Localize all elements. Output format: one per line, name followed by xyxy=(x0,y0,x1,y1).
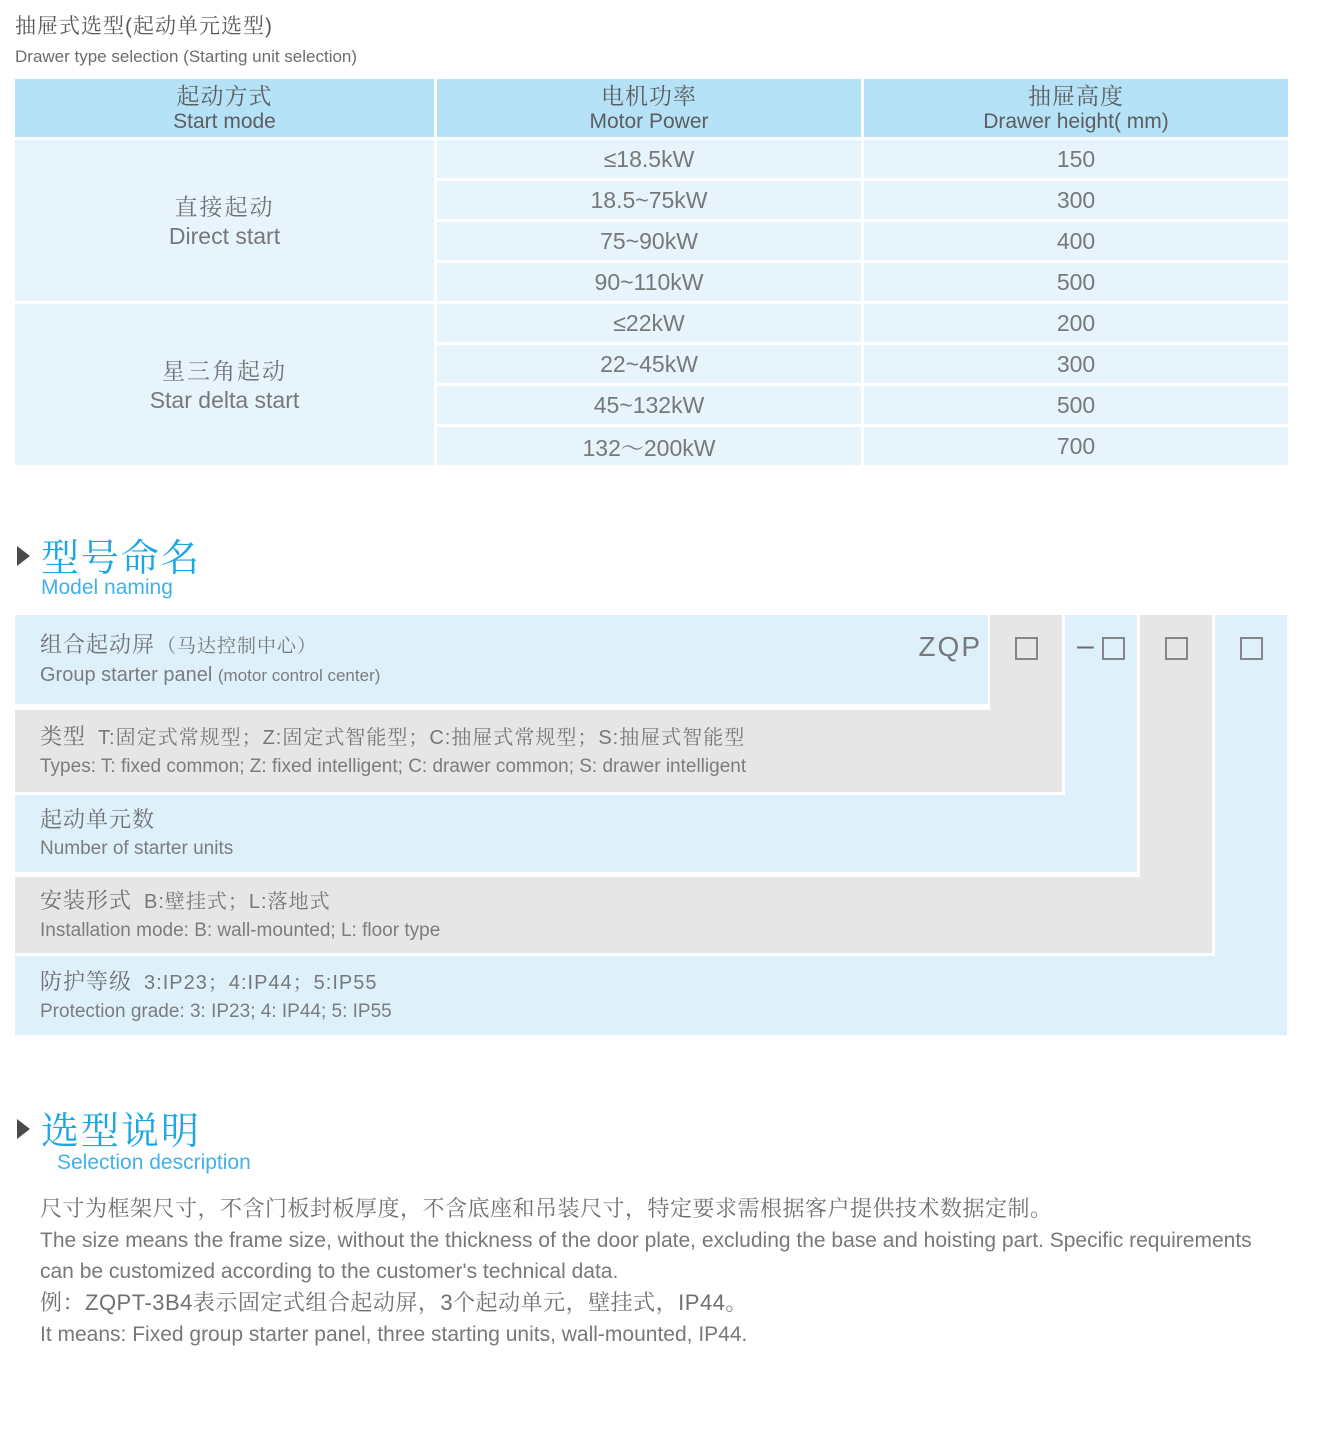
height-value: 200 xyxy=(1056,309,1096,336)
table-cell-power xyxy=(437,345,861,383)
row-text-zh xyxy=(40,967,1287,998)
table-cell-power xyxy=(437,222,861,260)
power-value: 22~45kW xyxy=(600,350,698,377)
diagram-column-installation-code xyxy=(1140,615,1212,953)
header-en: Drawer height( mm) xyxy=(983,110,1169,133)
table-cell-power xyxy=(437,386,861,424)
diagram-column-protection-code xyxy=(1215,615,1287,1035)
code-box-icon xyxy=(1015,637,1038,660)
code-box-icon xyxy=(1165,637,1188,660)
description-paragraph: 例：ZQPT-3B4表示固定式组合起动屏，3个起动单元，壁挂式，IP44。 xyxy=(40,1290,748,1315)
description-paragraph: The size means the frame size, without the thickness of the door plate, excluding the base and hoisting part. Specific requirements can be customized according to the customer's technical data. xyxy=(40,1229,1252,1283)
table-cell-height xyxy=(864,140,1288,178)
row-text-en: Number of starter units xyxy=(40,838,234,859)
power-value: ≤18.5kW xyxy=(603,145,695,172)
table-cell-height xyxy=(864,222,1288,260)
row-text-zh xyxy=(40,722,1062,753)
height-value: 700 xyxy=(1056,432,1096,459)
table-cell-power xyxy=(437,427,861,465)
diagram-row-types xyxy=(15,710,1062,792)
drawer-selection-table xyxy=(15,79,1288,465)
page-title-en: Drawer type selection (Starting unit selection) xyxy=(15,47,358,66)
row-text-en: Installation mode: B: wall-mounted; L: floor type xyxy=(40,920,441,941)
model-naming-subheading: Model naming xyxy=(41,576,173,599)
table-cell-height xyxy=(864,304,1288,342)
row-text-zh xyxy=(40,805,1137,835)
diagram-row-starter-units xyxy=(15,795,1137,872)
height-value: 400 xyxy=(1056,227,1096,254)
table-cell-height xyxy=(864,427,1288,465)
code-slot xyxy=(1077,629,1125,662)
dash-separator: – xyxy=(1077,629,1094,662)
power-value: 132～200kW xyxy=(582,434,716,461)
selection-description-body xyxy=(40,1193,1288,1350)
height-value: 300 xyxy=(1056,350,1096,377)
selection-description-heading xyxy=(17,1100,201,1155)
mode-label-en: Star delta start xyxy=(149,387,300,413)
mode-cell-star-delta xyxy=(15,304,434,465)
code-box-icon xyxy=(1240,637,1263,660)
section-title-zh: 选型说明 xyxy=(41,1111,202,1153)
row-label-zh: 安装形式 xyxy=(40,888,133,913)
section-title-zh: 型号命名 xyxy=(41,538,202,580)
description-paragraph: It means: Fixed group starter panel, three starting units, wall-mounted, IP44. xyxy=(40,1323,748,1346)
page-title-block xyxy=(15,10,357,67)
row-detail-zh: 3:IP23；4:IP44；5:IP55 xyxy=(144,971,378,994)
triangle-bullet-icon xyxy=(17,546,30,566)
height-value: 300 xyxy=(1056,186,1096,213)
height-value: 500 xyxy=(1056,268,1096,295)
mode-label-zh: 星三角起动 xyxy=(162,358,287,384)
table-cell-height xyxy=(864,345,1288,383)
table-header-drawer-height xyxy=(864,79,1288,137)
header-zh: 电机功率 xyxy=(601,83,697,109)
row-label-zh: 防护等级 xyxy=(40,968,133,994)
mode-label-en: Direct start xyxy=(168,223,281,249)
height-value: 150 xyxy=(1056,145,1096,172)
table-cell-height xyxy=(864,181,1288,219)
table-cell-height xyxy=(864,386,1288,424)
table-cell-height xyxy=(864,263,1288,301)
row-label-zh: 组合起动屏 xyxy=(40,632,156,657)
header-zh: 抽屉高度 xyxy=(1028,83,1124,109)
row-text-zh xyxy=(40,630,988,662)
mode-cell-direct-start xyxy=(15,140,434,301)
power-value: 90~110kW xyxy=(594,268,704,295)
triangle-bullet-icon xyxy=(17,1119,30,1139)
description-paragraph: 尺寸为框架尺寸，不含门板封板厚度，不含底座和吊装尺寸，特定要求需根据客户提供技术数据定制。 xyxy=(40,1196,1053,1221)
row-detail-en: (motor control center) xyxy=(217,666,381,685)
row-text-en: Protection grade: 3: IP23; 4: IP44; 5: IP55 xyxy=(40,1000,392,1022)
model-naming-diagram xyxy=(15,615,1288,1035)
diagram-row-protection-grade xyxy=(15,956,1287,1035)
power-value: 45~132kW xyxy=(593,391,705,418)
model-naming-heading xyxy=(17,527,201,582)
selection-description-subheading: Selection description xyxy=(57,1151,251,1174)
row-label-en: Group starter panel xyxy=(40,664,213,686)
row-detail-zh: T:固定式常规型；Z:固定式智能型；C:抽屉式常规型；S:抽屉式智能型 xyxy=(98,727,746,749)
row-detail-zh: （马达控制中心） xyxy=(157,636,318,657)
row-label-zh: 类型 xyxy=(40,724,87,749)
diagram-row-installation-mode xyxy=(15,877,1212,953)
header-zh: 起动方式 xyxy=(176,83,273,109)
table-cell-power xyxy=(437,181,861,219)
table-cell-power xyxy=(437,263,861,301)
power-value: 75~90kW xyxy=(600,227,698,254)
row-label-zh: 起动单元数 xyxy=(40,807,156,832)
row-text-zh xyxy=(40,886,1212,917)
header-en: Motor Power xyxy=(589,110,709,133)
diagram-column-type-code xyxy=(990,615,1062,792)
row-detail-zh: B:壁挂式；L:落地式 xyxy=(144,891,331,913)
power-value: 18.5~75kW xyxy=(590,186,708,213)
table-cell-power xyxy=(437,140,861,178)
page-title: 抽屉式选型(起动单元选型) xyxy=(15,15,273,38)
height-value: 500 xyxy=(1056,391,1096,418)
table-header-motor-power xyxy=(437,79,861,137)
mode-label-zh: 直接起动 xyxy=(174,194,275,220)
power-value: ≤22kW xyxy=(613,309,685,336)
diagram-column-units-code xyxy=(1065,615,1137,872)
diagram-row-group-starter-panel xyxy=(15,615,988,704)
header-en: Start mode xyxy=(173,110,276,133)
table-cell-power xyxy=(437,304,861,342)
row-text-en: Types: T: fixed common; Z: fixed intelligent; C: drawer common; S: drawer intelligent xyxy=(40,756,747,777)
row-text-en xyxy=(40,662,988,689)
table-header-start-mode xyxy=(15,79,434,137)
model-prefix: ZQP xyxy=(918,631,982,662)
code-box-icon xyxy=(1102,637,1125,660)
